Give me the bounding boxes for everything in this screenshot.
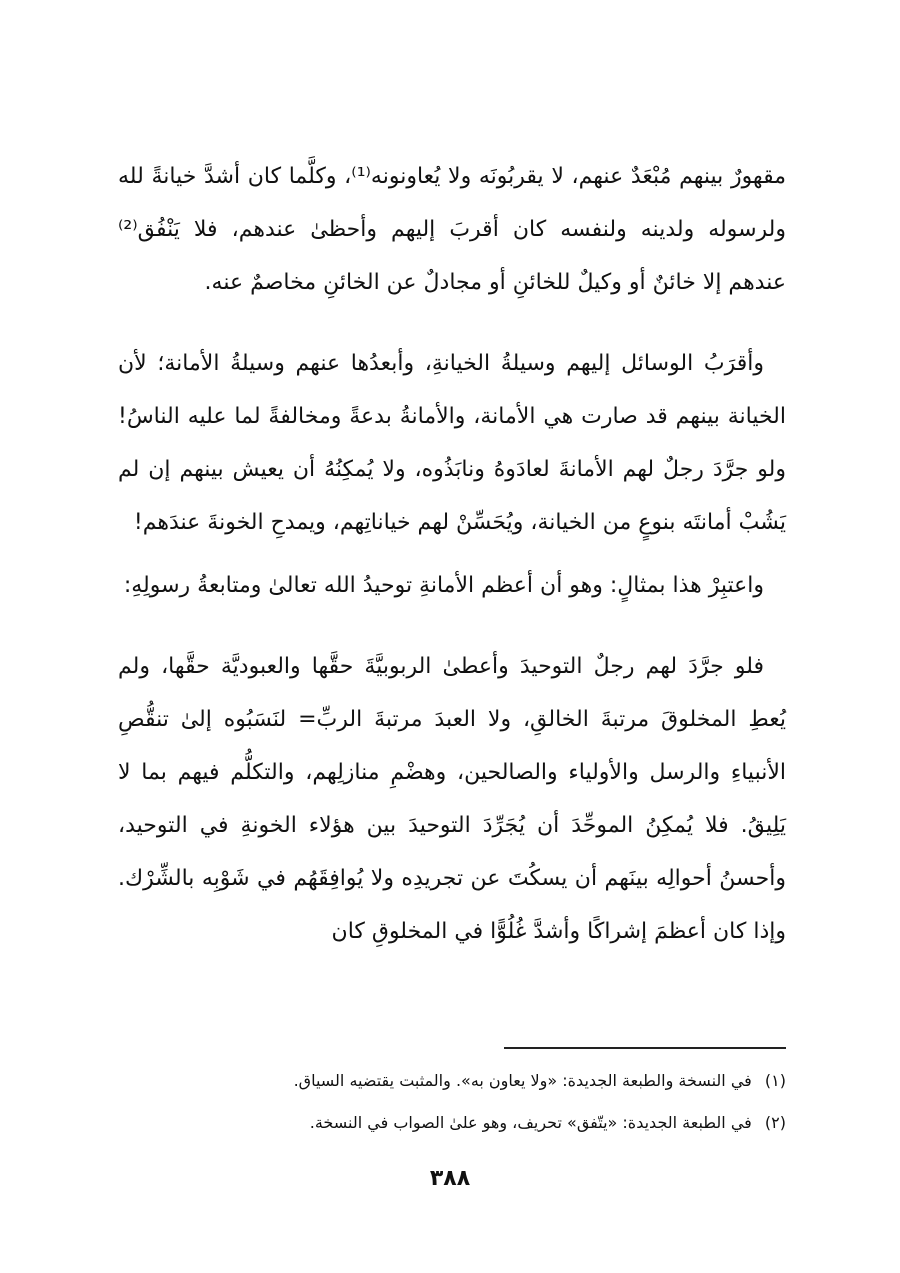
page-number: ٣٨٨: [429, 1166, 471, 1191]
footnote-1: [118, 1060, 786, 1102]
body-text: [118, 150, 786, 958]
footnote-2-text: في الطبعة الجديدة: «يتّفق» تحريف، وهو علىٰ الصواب في النسخة.: [309, 1113, 752, 1132]
paragraph-gap: [118, 309, 786, 337]
footnote-1-number: (١): [764, 1071, 786, 1090]
footnote-1-text: في النسخة والطبعة الجديدة: «ولا يعاون به». والمثبت يقتضيه السياق.: [293, 1071, 752, 1090]
footnote-divider: [504, 1047, 786, 1049]
paragraph-gap: [118, 612, 786, 640]
footnote-2: [118, 1102, 786, 1144]
footnote-2-number: (٢): [764, 1113, 786, 1132]
paragraph-gap: [118, 549, 786, 559]
paragraph-3: واعتبِرْ هذا بمثالٍ: وهو أن أعظم الأمانةِ توحيدُ الله تعالىٰ ومتابعةُ رسولِهِ:: [123, 573, 764, 598]
paragraph-4: فلو جرَّدَ لهم رجلٌ التوحيدَ وأعطىٰ الربوبيَّةَ حقَّها والعبوديَّة حقَّها، ولم يُعطِ المخلوقَ مرتبةَ الخالقِ، ولا العبدَ مرتبةَ الربِّ= لنَسَبُوه إلىٰ تنقُّصِ الأنبياءِ والرسل والأولياء والصالحين، وهضْمِ منازلِهم، والتكلُّم فيهم بما لا يَلِيقُ. فلا يُمكِنُ الموحِّدَ أن يُجَرِّدَ التوحيدَ بين هؤلاء الخونةِ في التوحيد، وأحسنُ أحوالِه بينَهم أن يسكُتَ عن تجريدِه ولا يُوافِقَهُم في شَوْبِه بالشِّرْك. وإذا كان أعظمَ إشراكًا وأشدَّ غُلُوًّا في المخلوقِ كان: [118, 654, 786, 944]
paragraph-1: مقهورٌ بينهم مُبْعَدٌ عنهم، لا يقربُونَه ولا يُعاونونه⁽¹⁾، وكلَّما كان أشدَّ خيانةً لله ولرسوله ولدينه ولنفسه كان أقربَ إليهم وأحظىٰ عندهم، فلا يَنْفُق⁽²⁾ عندهم إلا خائنٌ أو وكيلٌ للخائنِ أو مجادلٌ عن الخائنِ مخاصمٌ عنه.: [118, 164, 786, 295]
footnotes: [118, 1060, 786, 1144]
paragraph-2: وأقرَبُ الوسائل إليهم وسيلةُ الخيانةِ، وأبعدُها عنهم وسيلةُ الأمانة؛ لأن الخيانة بينهم قد صارت هي الأمانة، والأمانةُ بدعةً ومخالفةً لما عليه الناسُ! ولو جرَّدَ رجلٌ لهم الأمانةَ لعادَوهُ ونابَذُوه، ولا يُمكِنُهُ أن يعيش بينهم إن لم يَشُبْ أمانتَه بنوعٍ من الخيانة، ويُحَسِّنْ لهم خياناتِهم، ويمدحِ الخونةَ عندَهم!: [118, 351, 786, 535]
